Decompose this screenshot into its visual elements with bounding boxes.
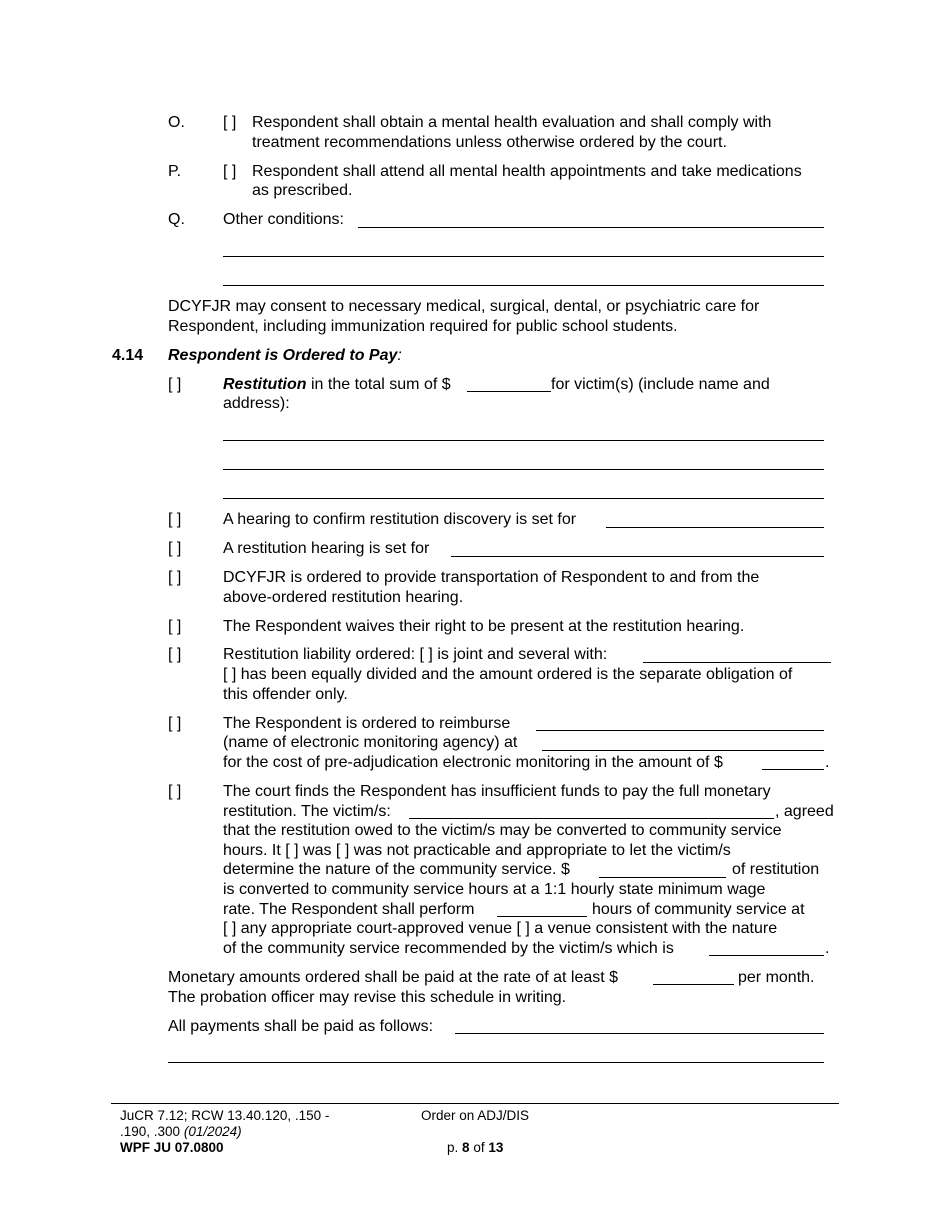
monitoring-agency-field[interactable] [542,750,824,751]
restitution-text2: for victim(s) (include name and [551,376,770,393]
hearing-date-field[interactable] [451,556,824,557]
reimburse-line2: (name of electronic monitoring agency) at [223,734,518,751]
hearing-checkbox[interactable]: [ ] [168,540,182,557]
insufficient-line9: of the community service recommended by the victim/s which is [223,940,674,957]
item-p-text-line1: Respondent shall attend all mental health appointments and take medications [252,163,802,180]
item-o-letter: O. [168,114,185,131]
waive-checkbox[interactable]: [ ] [168,618,182,635]
restitution-text1: in the total sum of $ [306,376,451,393]
restitution-checkbox[interactable]: [ ] [168,376,182,393]
payments-field-2[interactable] [168,1062,824,1063]
item-p-checkbox[interactable]: [ ] [223,163,237,180]
monetary-line2: The probation officer may revise this schedule in writing. [168,989,567,1006]
discovery-text: A hearing to confirm restitution discovery is set for [223,511,577,528]
insufficient-line4: hours. It [ ] was [ ] was not practicable and appropriate to let the victim/s [223,842,731,859]
transport-line1: DCYFJR is ordered to provide transportation of Respondent to and from the [223,569,760,586]
discovery-checkbox[interactable]: [ ] [168,511,182,528]
transport-line2: above-ordered restitution hearing. [223,589,464,606]
footer-page-number [447,1140,503,1156]
insufficient-line7b: hours of community service at [592,901,805,918]
hearing-text: A restitution hearing is set for [223,540,430,557]
converted-amount-field[interactable] [599,877,726,878]
footer-citation-line1: JuCR 7.12; RCW 13.40.120, .150 - [120,1108,330,1123]
victims-names-field[interactable] [409,818,774,819]
monthly-rate-field[interactable] [653,984,734,985]
insufficient-line7a: rate. The Respondent shall perform [223,901,475,918]
insufficient-period: . [825,940,830,957]
section-heading [168,346,402,366]
joint-several-field[interactable] [643,662,831,663]
victim-recommended-field[interactable] [709,955,824,956]
section-colon: : [397,347,402,364]
footer-page-total: 13 [488,1140,504,1155]
victim-field-2[interactable] [223,469,824,470]
monetary-line1b: per month. [738,969,815,986]
footer-page-current: 8 [462,1140,470,1155]
insufficient-line3: that the restitution owed to the victim/s may be converted to community service [223,822,782,839]
section-number: 4.14 [112,347,144,364]
insufficient-line2b: , agreed [775,803,834,820]
monetary-line1a: Monetary amounts ordered shall be paid at the rate of at least $ [168,969,619,986]
reimburse-line3: for the cost of pre-adjudication electronic monitoring in the amount of $ [223,754,723,771]
restitution-line2: address): [223,395,290,412]
insufficient-line5b: of restitution [732,861,820,878]
footer-citation-rcw: .190, .300 [120,1124,181,1139]
monitoring-amount-field[interactable] [762,769,824,770]
transport-checkbox[interactable]: [ ] [168,569,182,586]
victim-field-3[interactable] [223,498,824,499]
insufficient-checkbox[interactable]: [ ] [168,783,182,800]
footer-rule [111,1103,839,1104]
victim-field-1[interactable] [223,440,824,441]
insufficient-line5a: determine the nature of the community service. $ [223,861,570,878]
item-p-letter: P. [168,163,182,180]
insufficient-line8: [ ] any appropriate court-approved venue [ ] a venue consistent with the nature [223,920,778,937]
section-title: Respondent is Ordered to Pay [168,347,398,364]
payments-field-1[interactable] [455,1033,824,1034]
waive-text: The Respondent waives their right to be present at the restitution hearing. [223,618,745,635]
footer-form-title: Order on ADJ/DIS [421,1108,530,1123]
reimburse-checkbox[interactable]: [ ] [168,715,182,732]
item-q-letter: Q. [168,211,185,228]
reimburse-line1: The Respondent is ordered to reimburse [223,715,511,732]
liability-line3: this offender only. [223,686,348,703]
consent-line1: DCYFJR may consent to necessary medical, surgical, dental, or psychiatric care for [168,298,760,315]
item-o-text-line2: treatment recommendations unless otherwise ordered by the court. [252,134,727,151]
liability-checkbox[interactable]: [ ] [168,646,182,663]
reimburse-name-field[interactable] [536,730,824,731]
insufficient-line1: The court finds the Respondent has insufficient funds to pay the full monetary [223,783,771,800]
footer-page-of: of [473,1140,485,1155]
restitution-amount-field[interactable] [467,391,551,392]
other-conditions-label: Other conditions: [223,211,344,228]
other-conditions-field-2[interactable] [223,256,824,257]
other-conditions-field-3[interactable] [223,285,824,286]
restitution-line1-start [223,375,451,395]
service-hours-field[interactable] [497,916,587,917]
item-o-checkbox[interactable]: [ ] [223,114,237,131]
footer-date: (01/2024) [183,1124,242,1139]
insufficient-line2a: restitution. The victim/s: [223,803,391,820]
item-p-text-line2: as prescribed. [252,182,353,199]
payments-label: All payments shall be paid as follows: [168,1018,434,1035]
reimburse-period: . [825,754,830,771]
footer-form-number: WPF JU 07.0800 [120,1140,224,1155]
liability-line2: [ ] has been equally divided and the amount ordered is the separate obligation of [223,666,793,683]
restitution-bold: Restitution [223,376,307,393]
consent-line2: Respondent, including immunization required for public school students. [168,318,678,335]
footer-page-prefix: p. [447,1140,459,1155]
other-conditions-field-1[interactable] [358,227,824,228]
footer-citation-line2 [120,1124,242,1140]
discovery-date-field[interactable] [606,527,824,528]
item-o-text-line1: Respondent shall obtain a mental health evaluation and shall comply with [252,114,772,131]
insufficient-line6: is converted to community service hours at a 1:1 hourly state minimum wage [223,881,766,898]
liability-line1: Restitution liability ordered: [ ] is joint and several with: [223,646,608,663]
